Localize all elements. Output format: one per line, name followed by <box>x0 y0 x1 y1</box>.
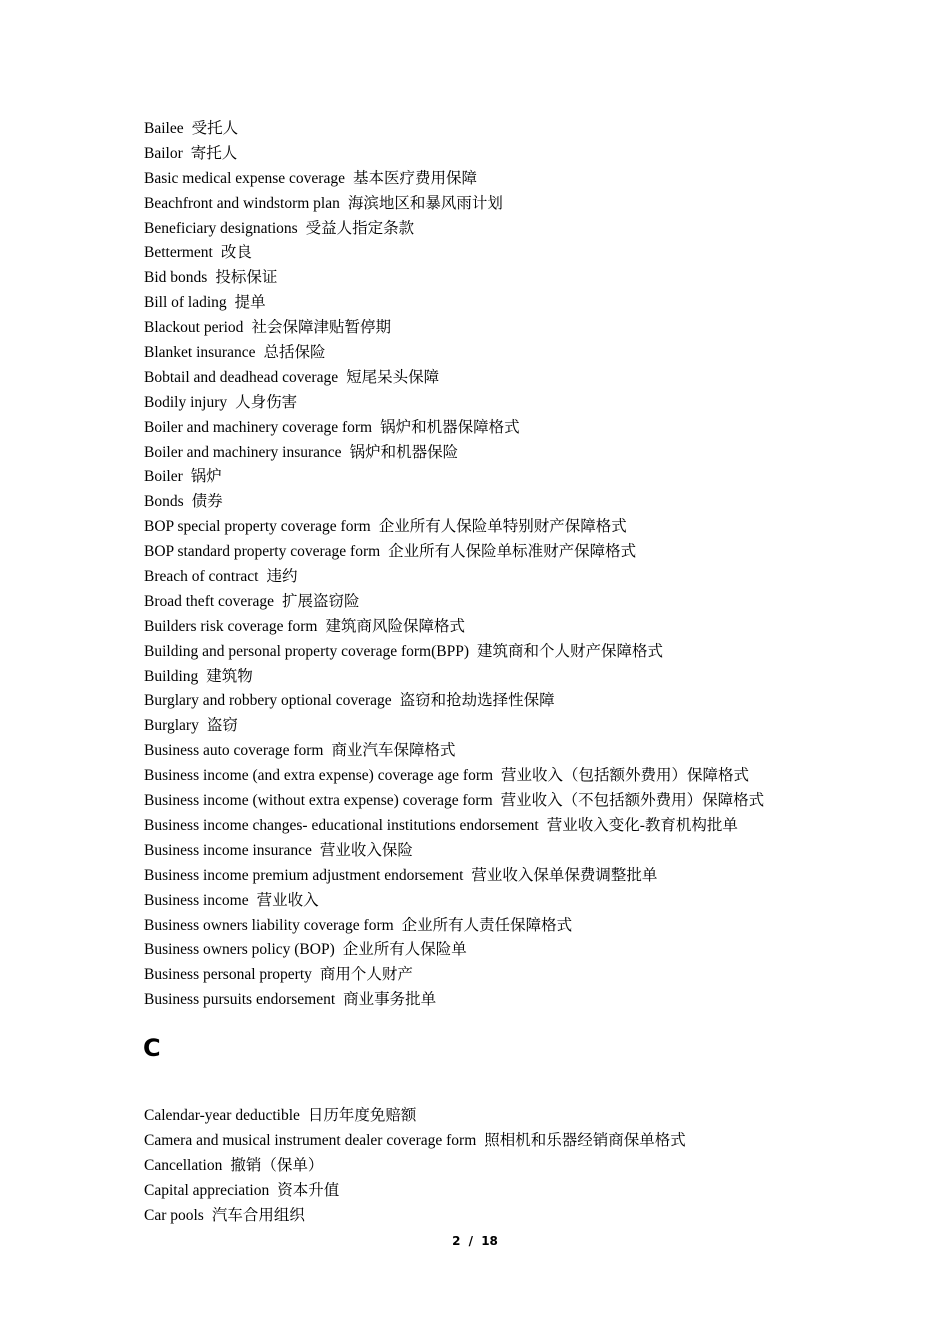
term-chinese: 营业收入（不包括额外费用）保障格式 <box>500 792 765 810</box>
glossary-entry <box>144 1154 884 1179</box>
term-chinese: 营业收入保险 <box>319 841 413 859</box>
glossary-entry <box>144 864 884 889</box>
term-english: Car pools <box>144 1206 204 1224</box>
glossary-entry <box>144 391 884 416</box>
term-english: Business pursuits endorsement <box>144 991 336 1009</box>
glossary-entry <box>144 789 884 814</box>
term-english: Burglary <box>144 717 199 735</box>
page-separator: / <box>468 1234 474 1248</box>
term-english: Business owners liability coverage form <box>144 916 394 934</box>
term-english: Bailor <box>144 144 183 162</box>
term-chinese: 总括保险 <box>263 344 326 362</box>
page-number: 2 <box>452 1234 461 1248</box>
term-chinese: 锅炉 <box>190 468 222 486</box>
glossary-entry <box>144 490 884 515</box>
glossary-entry <box>144 1179 884 1204</box>
glossary-entry <box>144 689 884 714</box>
glossary-entry <box>144 665 884 690</box>
term-chinese: 建筑商风险保障格式 <box>325 617 465 635</box>
term-chinese: 受益人指定条款 <box>305 219 415 237</box>
term-english: Bodily injury <box>144 393 228 411</box>
glossary-entry <box>144 366 884 391</box>
glossary-entry <box>144 938 884 963</box>
term-english: Bobtail and deadhead coverage <box>144 368 339 386</box>
term-english: Business income insurance <box>144 841 312 859</box>
page-footer <box>0 1232 950 1250</box>
term-english: Cancellation <box>144 1156 223 1174</box>
term-chinese: 商业事务批单 <box>343 991 437 1009</box>
term-chinese: 营业收入保单保费调整批单 <box>471 866 658 884</box>
term-chinese: 营业收入 <box>256 891 319 909</box>
glossary-entry <box>144 117 884 142</box>
term-chinese: 建筑物 <box>206 667 253 685</box>
glossary-entry <box>144 814 884 839</box>
term-chinese: 企业所有人责任保障格式 <box>401 916 573 934</box>
term-chinese: 盗窃和抢劫选择性保障 <box>399 692 555 710</box>
glossary-entry <box>144 963 884 988</box>
term-chinese: 日历年度免赔额 <box>307 1107 417 1124</box>
glossary-entry <box>144 615 884 640</box>
term-english: Burglary and robbery optional coverage <box>144 692 392 710</box>
term-english: Beachfront and windstorm plan <box>144 194 340 212</box>
glossary-entry <box>144 590 884 615</box>
term-english: Business personal property <box>144 966 312 984</box>
glossary-entry <box>144 316 884 341</box>
term-english: Business income premium adjustment endorsement <box>144 866 464 884</box>
glossary-entry <box>144 266 884 291</box>
glossary-entry <box>144 241 884 266</box>
term-english: Camera and musical instrument dealer coverage form <box>144 1131 477 1149</box>
term-chinese: 企业所有人保险单标准财产保障格式 <box>388 543 637 561</box>
term-english: BOP standard property coverage form <box>144 543 381 561</box>
glossary-entry <box>144 1129 884 1154</box>
term-chinese: 债券 <box>191 493 223 511</box>
glossary-entry <box>144 465 884 490</box>
term-english: Building <box>144 667 199 685</box>
glossary-entry <box>144 416 884 441</box>
glossary-entry <box>144 341 884 366</box>
term-chinese: 短尾呆头保障 <box>346 368 440 386</box>
glossary-entry <box>144 167 884 192</box>
glossary-entry <box>144 914 884 939</box>
glossary-entry <box>144 540 884 565</box>
term-english: Building and personal property coverage form(BPP) <box>144 642 469 660</box>
term-chinese: 锅炉和机器保险 <box>349 443 459 461</box>
term-chinese: 人身伤害 <box>235 393 298 411</box>
term-english: Basic medical expense coverage <box>144 169 345 187</box>
glossary-entry <box>144 1104 884 1129</box>
glossary-entry <box>144 515 884 540</box>
term-chinese: 营业收入（包括额外费用）保障格式 <box>501 767 750 785</box>
term-english: Blackout period <box>144 319 244 337</box>
glossary-entry <box>144 1204 884 1229</box>
term-chinese: 营业收入变化-教育机构批单 <box>546 816 738 834</box>
term-english: Builders risk coverage form <box>144 617 318 635</box>
page-total: 18 <box>481 1234 498 1248</box>
term-english: Blanket insurance <box>144 344 256 362</box>
term-english: Beneficiary designations <box>144 219 298 237</box>
term-chinese: 投标保证 <box>215 269 278 287</box>
term-chinese: 锅炉和机器保障格式 <box>380 418 520 436</box>
term-english: Broad theft coverage <box>144 592 274 610</box>
term-english: Bonds <box>144 493 184 511</box>
term-english: Business owners policy (BOP) <box>144 941 335 959</box>
term-english: Business income (and extra expense) coverage age form <box>144 767 494 785</box>
term-chinese: 企业所有人保险单特别财产保障格式 <box>378 518 627 536</box>
term-chinese: 海滨地区和暴风雨计划 <box>347 194 503 212</box>
term-english: Boiler <box>144 468 183 486</box>
term-english: Betterment <box>144 244 213 262</box>
term-chinese: 受托人 <box>191 120 239 137</box>
term-english: Breach of contract <box>144 568 259 586</box>
glossary-entry <box>144 889 884 914</box>
term-english: Business income changes- educational institutions endorsement <box>144 816 539 834</box>
section-heading-c: C <box>143 1034 161 1062</box>
glossary-list-c <box>144 1104 884 1228</box>
glossary-entry <box>144 217 884 242</box>
term-chinese: 商用个人财产 <box>319 966 413 984</box>
glossary-entry <box>144 142 884 167</box>
term-chinese: 改良 <box>220 244 252 262</box>
term-english: Calendar-year deductible <box>144 1107 300 1124</box>
glossary-entry <box>144 192 884 217</box>
glossary-entry <box>144 640 884 665</box>
term-english: Bill of lading <box>144 294 227 312</box>
glossary-entry <box>144 565 884 590</box>
glossary-entry <box>144 764 884 789</box>
term-english: Business income <box>144 891 249 909</box>
term-english: Boiler and machinery insurance <box>144 443 342 461</box>
term-english: Business income (without extra expense) coverage form <box>144 792 493 810</box>
glossary-entry <box>144 441 884 466</box>
term-english: Boiler and machinery coverage form <box>144 418 373 436</box>
glossary-entry <box>144 739 884 764</box>
glossary-list-b <box>144 117 884 1013</box>
term-chinese: 汽车合用组织 <box>211 1206 305 1224</box>
term-chinese: 资本升值 <box>277 1181 340 1199</box>
term-chinese: 社会保障津贴暂停期 <box>251 319 391 337</box>
term-chinese: 企业所有人保险单 <box>342 941 467 959</box>
glossary-entry <box>144 291 884 316</box>
term-english: Bailee <box>144 120 184 137</box>
term-chinese: 提单 <box>234 294 266 312</box>
term-chinese: 违约 <box>266 568 298 586</box>
term-chinese: 照相机和乐器经销商保单格式 <box>484 1131 686 1149</box>
term-chinese: 扩展盗窃险 <box>281 592 360 610</box>
term-english: Business auto coverage form <box>144 742 324 760</box>
term-chinese: 寄托人 <box>190 144 238 162</box>
term-english: Capital appreciation <box>144 1181 270 1199</box>
term-chinese: 撤销（保单） <box>230 1156 324 1174</box>
term-english: Bid bonds <box>144 269 208 287</box>
glossary-entry <box>144 714 884 739</box>
term-english: BOP special property coverage form <box>144 518 371 536</box>
term-chinese: 盗窃 <box>206 717 238 735</box>
term-chinese: 建筑商和个人财产保障格式 <box>477 642 664 660</box>
term-chinese: 商业汽车保障格式 <box>331 742 456 760</box>
glossary-entry <box>144 988 884 1013</box>
term-chinese: 基本医疗费用保障 <box>352 169 477 187</box>
glossary-entry <box>144 839 884 864</box>
